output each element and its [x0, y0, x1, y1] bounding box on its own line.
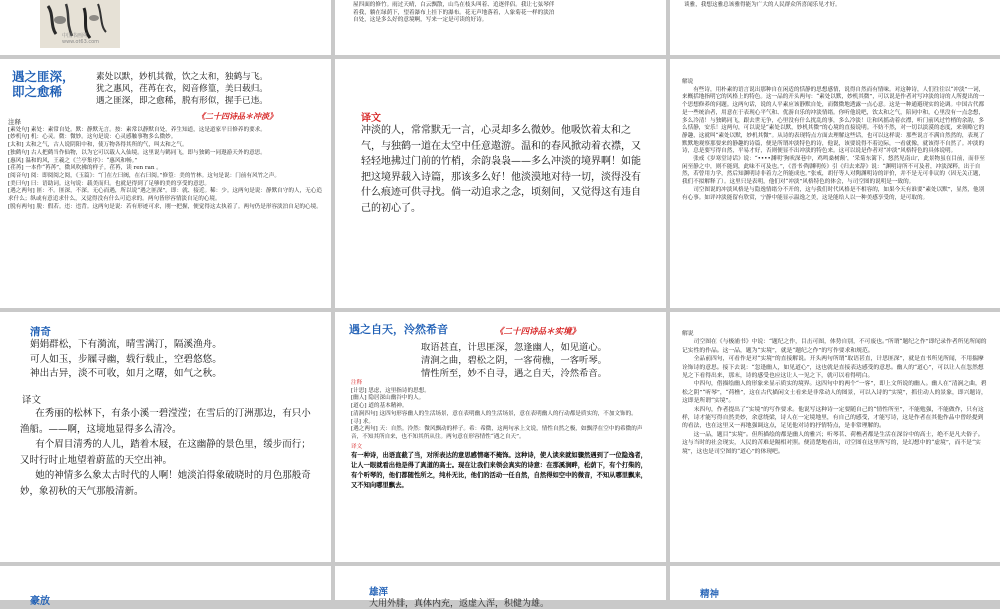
source-tag: 《二十四诗品＊冲淡》	[197, 111, 277, 121]
slide-text: 谈雅，我想这雅总该雅得能为广大的人民群众所喜闻乐见才好。	[684, 2, 841, 8]
commentary-heading: 解说	[682, 79, 694, 85]
slide-title: 雄浑	[369, 587, 389, 598]
slide-title: 遇之自天，泠然希音	[349, 323, 448, 336]
slide-chongdan[interactable]	[0, 59, 331, 308]
translation-paragraph: 有个眉目清秀的人儿，踏着木屐，在这幽静的景色里，缓步而行；又时行时止地望着蔚蓝的天空出神。	[20, 439, 311, 466]
poem-line: 大用外腓，真体内充，返虚入浑，积健为雄。	[369, 599, 550, 609]
poem-text	[421, 341, 607, 380]
slide-title	[12, 69, 75, 99]
note-item: [计思] 思虑，这里指诗的思想。	[351, 387, 430, 394]
notes-block	[351, 380, 653, 491]
note-item: [妙机句] 机：心灵。微：微妙。这句是说：心灵感触事物多么微妙。	[8, 134, 177, 141]
note-item: [寻] 求。	[351, 418, 374, 425]
translation-heading: 译文	[351, 443, 363, 450]
note-item: [脱有两句] 脱：假若。违：违背。这两句是说：若有形迹可求，刚一把握，便觉得这太执着了。两句仍是形容淡泊自足的心境。	[8, 203, 322, 210]
poem-line: 犹之惠风，荏苒在衣，阅音修篁，美曰载归。	[96, 84, 268, 94]
commentary-paragraph: 这一品，题目“实境”。但所描绘的都是幽人的雅兴；听琴茗、荷樵者都是生活在深谷中的高士，绝不是凡夫俗子。这与当时的社会现实，人民的苦难是隔相对照。便清楚地看出，司空图在这里所写的，是幻想中的“虚境”，而不是“实境”，这也是司空图的“道心”的体现吧。	[682, 431, 984, 455]
slide-chongdan-translation[interactable]	[335, 59, 666, 308]
note-item: [清涧四句] 这四句形容幽人的生活场景，意在表明幽人的生活场景，意在表明幽人的行动都是质实的，不加文饰的。	[351, 410, 637, 417]
poem-line: 神出古异，淡不可收，如月之曙，如气之秋。	[30, 368, 222, 379]
commentary-paragraph: 全品前四句，可看作是对“实境”的直接解说。开头两句所谓“取语甚直，计思匪深”，就是直书所见所闻，不用揣摩诠饰诗的意思。接下去说：“忽逢幽人，如见道心”，这也就是直接表达感受的意思。幽人的“道心”，可以让人在忽然想见之下看得出来，那末，诗的感受也应这让人一见之下，就可以看得明白。	[682, 356, 984, 380]
notes-heading: 注释	[8, 118, 21, 126]
slide-chongdan-commentary[interactable]	[670, 59, 1000, 308]
text-line: 屋四面的修竹。雨过天晴，白云飘散，山鸟在枝头叫着、追逐伴侣。我让七弦琴伴	[353, 2, 555, 8]
poem-line: 取语甚直，计思匪深，忽逢幽人，如见道心。	[421, 342, 607, 353]
commentary-block	[682, 79, 988, 202]
slide-title: 精神	[700, 589, 720, 600]
note-item: [素处句] 素处：素常自处。默：静默无言。按：素常以静默自处，养生知道，这是道家平日修养的要求。	[8, 126, 266, 133]
text-line: 自处，这是多么好的意境啊，写来一定是可读的好诗。	[353, 17, 488, 24]
slide-thumb-1[interactable]	[0, 0, 331, 55]
notes-block	[8, 119, 326, 211]
note-item: [美曰句] 曰：语助词。这句说：载美而归。也就是得到了足够的美的享受的意思。	[8, 180, 210, 187]
commentary-paragraph: 司空图在《与极浦书》中说：“题纪之作，目击可图，体势自别，不可废也。”所谓“题纪之作”即纪录作者所见所闻的记实性的作品。这一品，题为“实境”，就是“题纪之作”的写作要求和规范。	[682, 339, 987, 354]
commentary-paragraph: 有些诗，用朴素的语言说出那种自在闲适的恬静的思想感情，说得自然而有情味。对这种诗，人们往往以“冲淡”一词，来概括地指明它的风格上的特色。这一品的开头两句：“素处以默，妙机其微”，可以说是作者对写冲淡的诗的人所提出的一个思想修养的问题。这两句话，说的人平素应该静默自处，而微微地透露一点心意。这是一种通避现实的论调。中国古代都是一些统治者，用意在于表现心平气和、优游自乐的冲淡情绪。你听他说吧，饮太和之气，陪同中和，心里没有一点念想，多么冷清！与独鹤同飞，跟去世无争，心里没有什么扰乱的事，多么冷淡！让和风摇动着衣襟，听门前风过竹梢的余韵，多么恬静，安乐！这两句，可以说是“素处以默，妙机其微”的心境的直接说明。不妨不然，对一切以淡漠的态度，来领略它的静趣，这就叫“素处以默，妙机其微”。从诗的表现特点方面去理解这些话，也可以这样说：那些说言不满自然然的，表现了默默地观察那要来的静趣的诗篇，便是所谓冲淡特色的诗，他说，该要说得不着边际，一看就像，就该得不自然了。冲淡的诗，总是要写得自然，平易才好，否则便显不出冲淡的特色来。这可以说是作者对“冲淡”风格特色的具体说明。	[682, 86, 985, 155]
text-line: 着我，躺在绿荫下，望着瀑布上挂下的瀑布。花无声地落着，人象菊花一样的淡泊	[353, 9, 555, 16]
poem-text	[30, 338, 222, 382]
poem-line: 娟娟群松，下有漪流，晴雪满汀，隔溪渔舟。	[30, 339, 222, 350]
slide-qingqi[interactable]	[0, 312, 331, 562]
note-item: [太和] 太和之气，古人说阴阳中和，使万物各得其所的气，叫太和之气。	[8, 142, 188, 149]
painting-image	[40, 0, 120, 48]
translation-heading: 译文	[22, 395, 42, 406]
note-item: [惠风] 温和的风，王羲之《兰亭集序》：“惠风和畅。”	[8, 157, 138, 164]
slide-title: 清奇	[30, 326, 51, 338]
commentary-paragraph: 中四句，借描绘幽人的形象来显示质实的境界。这四句中的两个“一客”，即上文所说的幽人。幽人在“清涧之曲，碧松之阴”“听琴”，“荷樵”，这在古代描闲文士看来是非常动人的图景，可以入诗的“实境”，抓住动人的景象，即兴题诗，这即是所谓“实境”。	[682, 381, 987, 405]
note-item: [独鹤句] 古人把鹤当作仙物，以为它可以载人入仙境。这里说与鹤同飞，即与独鹤一同遨游天外的意思。	[8, 149, 266, 156]
slide-thumb-2[interactable]	[335, 0, 666, 55]
translation-text: 有一种诗，出语直截了当，对所表达的意思感情毫不掩饰。这种诗，使人读来就如骤然遇到了一位隐逸者，让人一眼就看出他是得了真道的高士。现在让我们来领会真实的诗意：在那溪涧畔，松荫下，有个打柴的，有个听琴的，他们都随性所之，纯朴无比，他们的活动一任自然，自然得如空中的微音，不知从哪里飘来，又不知向哪里飘去。	[351, 452, 647, 490]
poem-line: 情性所至，妙不自寻，遇之自天，泠然希音。	[421, 368, 607, 379]
notes-heading: 注释	[351, 380, 363, 386]
slide-xionghun[interactable]	[335, 566, 666, 609]
commentary-paragraph: 司空图说的冲淡风格是与隐逸情绪分不开的，这与我们时代风格是不相容的，如果今天有谁要“素处以默”，显然，他别有心事。如评冲淡能留有欣赏，宁静中能显示温逸之美，这是能给人以一种美感享受的，是可取的。	[682, 186, 985, 201]
translation-block	[20, 406, 312, 499]
commentary-paragraph: 张戒《岁寒堂诗话》说：“••••渊明‘狗吠深巷中，鸡鸣桑树颠’，‘采菊东篱下，悠然见南山’，此景物虽在目前，而非至闲至静之中，则不能到，此味不可及也。”，《晋书·陶渊明传》引《归去来辞》说：“渊明诗所不可及者，冲淡深粹，出于自然，若曾用力学，然后知渊明诗非着力之所能成也。”张戒，胡仔等人对陶渊明诗的评价，并不是无可非议的（因无关正题，我们不拟解释了）。这里只是表明，他们对“冲淡”风格特色的体会，与司空图的说明是一致的。	[682, 156, 985, 186]
commentary-block	[682, 330, 988, 456]
slide-shijing[interactable]	[335, 312, 666, 562]
poem-line: 遇之匪深，即之愈稀，脱有形似，握手已违。	[96, 96, 268, 106]
slide-jingshen[interactable]	[670, 566, 1000, 600]
poem-line: 素处以默，妙机其微，饮之太和，独鹤与飞。	[96, 72, 268, 82]
source-tag: 《二十四诗品＊实境》	[495, 327, 581, 337]
translation-text: 冲淡的人，常常默无一言，心灵却多么微妙。他吸饮着太和之气，与独鹤一道在太空中任意遨游。温和的春风掀动着衣襟，又轻轻地拂过门前的竹梢，余韵袅袅——多么冲淡的境界啊！如能把这境界载入诗篇，那该多么好！他淡漠地对待一切，淡得没有什么痕迹可供寻找。倘一动追求之念，顷刻间，又觉得这有违自己的初心了。	[361, 125, 641, 214]
poem-text	[96, 71, 268, 107]
commentary-heading: 解说	[682, 331, 694, 337]
translation-heading: 译文	[361, 113, 381, 124]
note-item: [遇之两句] 天：自然。泠然：微风飘动的样子。希：希微，这两句承上文说，情性自然之极，如飘浮在空中的希微的声音，不知其所自来，也不知其所从往。两句意在形容情性“遇之自天”。	[351, 426, 643, 440]
translation-paragraph: 她的神情多么象太古时代的人啊！她淡泊得象破晓时的月色那般奇妙，象初秋的天气那般清新。	[20, 470, 311, 497]
note-item: [幽人] 隐居深山幽谷中的人。	[351, 395, 425, 402]
slide-haofang[interactable]	[0, 566, 331, 607]
watermark-text: 中国书画网 www.ot63.com	[62, 33, 100, 45]
slide-text	[353, 2, 648, 25]
slide-title: 豪放	[30, 596, 50, 607]
slide-thumb-3[interactable]	[670, 0, 1000, 55]
note-item: [道心] 道的基本精神。	[351, 403, 408, 410]
note-item: [荏苒] 一本作“苒苒”，微风吹拂的样子。荏苒，读 ren ran 。	[8, 165, 162, 172]
translation-paragraph: 在秀丽的松林下，有条小溪一碧滢滢；在雪后的汀洲那边，有只小渔船。——啊，这境地显得多么清冷。	[20, 408, 311, 435]
poem-line: 可人如玉，步屧寻幽，载行载止，空碧悠悠。	[30, 353, 222, 365]
note-item: [阅音句] 阅：即阅阅之阅，《玉篇》：“门在左曰阀，在右曰阅。”修篁：美的竹林。这句是说：门前有风竹之声。	[8, 172, 280, 179]
title-line: 遇之匪深，	[12, 69, 75, 84]
commentary-paragraph: 末四句，作者提出了“实境”的写作要求。他说写这种诗一定要随自己的“情性所至”，不能勉强，不能做作，只有这样，诗才能写得自然美妙，余意绕梁，诗人在一定境地里，有自己的感受，才能写诗，这是作者在其他作品中曾经提到的看法，也在这里又一再地强调这点，足见他对诗的抒情特点，是非常理解的。	[682, 406, 984, 430]
slide-shijing-commentary[interactable]	[670, 312, 1000, 562]
poem-line: 清涧之曲，碧松之阴，一客荷樵，一客听琴。	[421, 355, 607, 366]
note-item: [遇之两句] 匪：不。匪深，不深。无心而遇，所以说“遇之匪深”。即：就、接近。稀：少。这两句是说：静默自守的人，无心追求什么；纵或有意追求什么，又觉得没有什么可追求的。两句皆形容情淡自足的心境。	[8, 188, 322, 203]
title-line: 即之愈稀	[12, 84, 63, 99]
